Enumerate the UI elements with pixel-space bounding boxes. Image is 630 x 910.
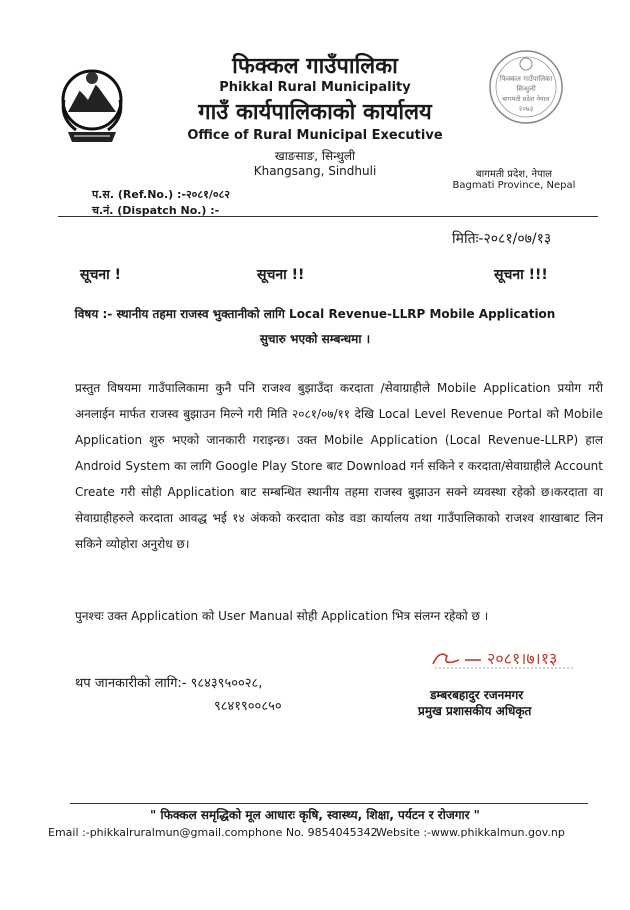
svg-text:बागमती प्रदेश नेपाल: बागमती प्रदेश नेपाल bbox=[502, 95, 550, 103]
body-paragraph: प्रस्तुत विषयमा गाउँपालिकामा कुनै पनि राजश्व बुझाउँदा करदाता /सेवाग्राहीले Mobile Application प्रयोग गरी अनलाईन मार्फत राजस्व बुझाउन मिल्ने गरी मिति २०८१/०७/११ देखि Local Level Revenue Portal को Mobile Application शुरु भएको जानकारी गराइन्छ। उक्त Mobile Application (Local Revenue-LLRP) हाल Android System का लागि Google Play Store बाट Download गर्न सकिने र करदाता/सेवाग्राहीले Account Create गरी सोही Application बाट सम्बन्धित स्थानीय तहमा राजस्व बुझाउन सक्ने व्यवस्था रहेको छ।करदाता वा सेवाग्राहीहरुले करदाता आवद्ध भई १४ अंकको करदाता कोड वडा कार्यालय तथा गाउँपालिकाको राजश्व शाखाबाट लिन सकिने व्योहोरा अनुरोध छ। bbox=[75, 381, 603, 551]
footer-email: Email :-phikkalruralmun@gmail.com bbox=[48, 826, 249, 839]
svg-text:फिक्कल गाउँपालिका: फिक्कल गाउँपालिका bbox=[499, 75, 553, 83]
svg-text:२०८१।७।१३: २०८१।७।१३ bbox=[487, 649, 558, 668]
letter-date: मितिः-२०८१/०७/१३ bbox=[452, 231, 552, 247]
header-divider bbox=[58, 216, 598, 217]
svg-text:२०७३: २०७३ bbox=[518, 105, 534, 113]
office-name-en: Office of Rural Municipal Executive bbox=[187, 128, 443, 143]
signatory-name: डम्बरबहादुर रजनमगर bbox=[430, 688, 524, 702]
signatory-title: प्रमुख प्रशासकीय अधिकृत bbox=[418, 704, 532, 718]
office-name-np: गाउँ कार्यपालिकाको कार्यालय bbox=[198, 100, 432, 125]
contact-phone-2: ९८४१९००८५० bbox=[214, 699, 282, 714]
location-np: खाङसाङ, सिन्धुली bbox=[274, 149, 356, 163]
location-en: Khangsang, Sindhuli bbox=[253, 164, 377, 178]
svg-text:सिन्धुली: सिन्धुली bbox=[516, 85, 536, 93]
postscript: पुनश्चः उक्त Application को User Manual सोही Application भित्र संलग्न रहेको छ । bbox=[75, 609, 489, 623]
subject-line-1: विषय :- स्थानीय तहमा राजस्व भुक्तानीको लागि Local Revenue-LLRP Mobile Application bbox=[74, 307, 556, 321]
footer-divider bbox=[70, 803, 588, 804]
signature-scribble bbox=[425, 642, 605, 672]
subject-line-2: सुचारु भएको सम्बन्धमा । bbox=[259, 332, 371, 346]
notice-heading-2: सूचना !! bbox=[257, 267, 305, 283]
municipality-name-np: फिक्कल गाउँपालिका bbox=[232, 54, 398, 79]
footer-phone: phone No. 9854045342 bbox=[248, 826, 378, 839]
dispatch-number: च.नं. (Dispatch No.) :- bbox=[92, 204, 220, 217]
contact-phone-1: थप जानकारीको लागि:- ९८४३९५००२८, bbox=[75, 676, 263, 691]
municipality-name-en: Phikkal Rural Municipality bbox=[219, 80, 411, 95]
notice-heading-1: सूचना ! bbox=[80, 267, 122, 283]
notice-heading-3: सूचना !!! bbox=[494, 267, 548, 283]
footer-website: Website :-www.phikkalmun.gov.np bbox=[376, 826, 565, 839]
footer-motto: " फिक्कल समृद्धिको मूल आधारः कृषि, स्वास्थ्य, शिक्षा, पर्यटन र रोजगार " bbox=[150, 808, 480, 822]
province-en: Bagmati Province, Nepal bbox=[452, 180, 576, 191]
province-np: बागमती प्रदेश, नेपाल bbox=[475, 169, 553, 180]
reference-number: प.स. (Ref.No.) :-२०८१/०८२ bbox=[92, 188, 231, 201]
